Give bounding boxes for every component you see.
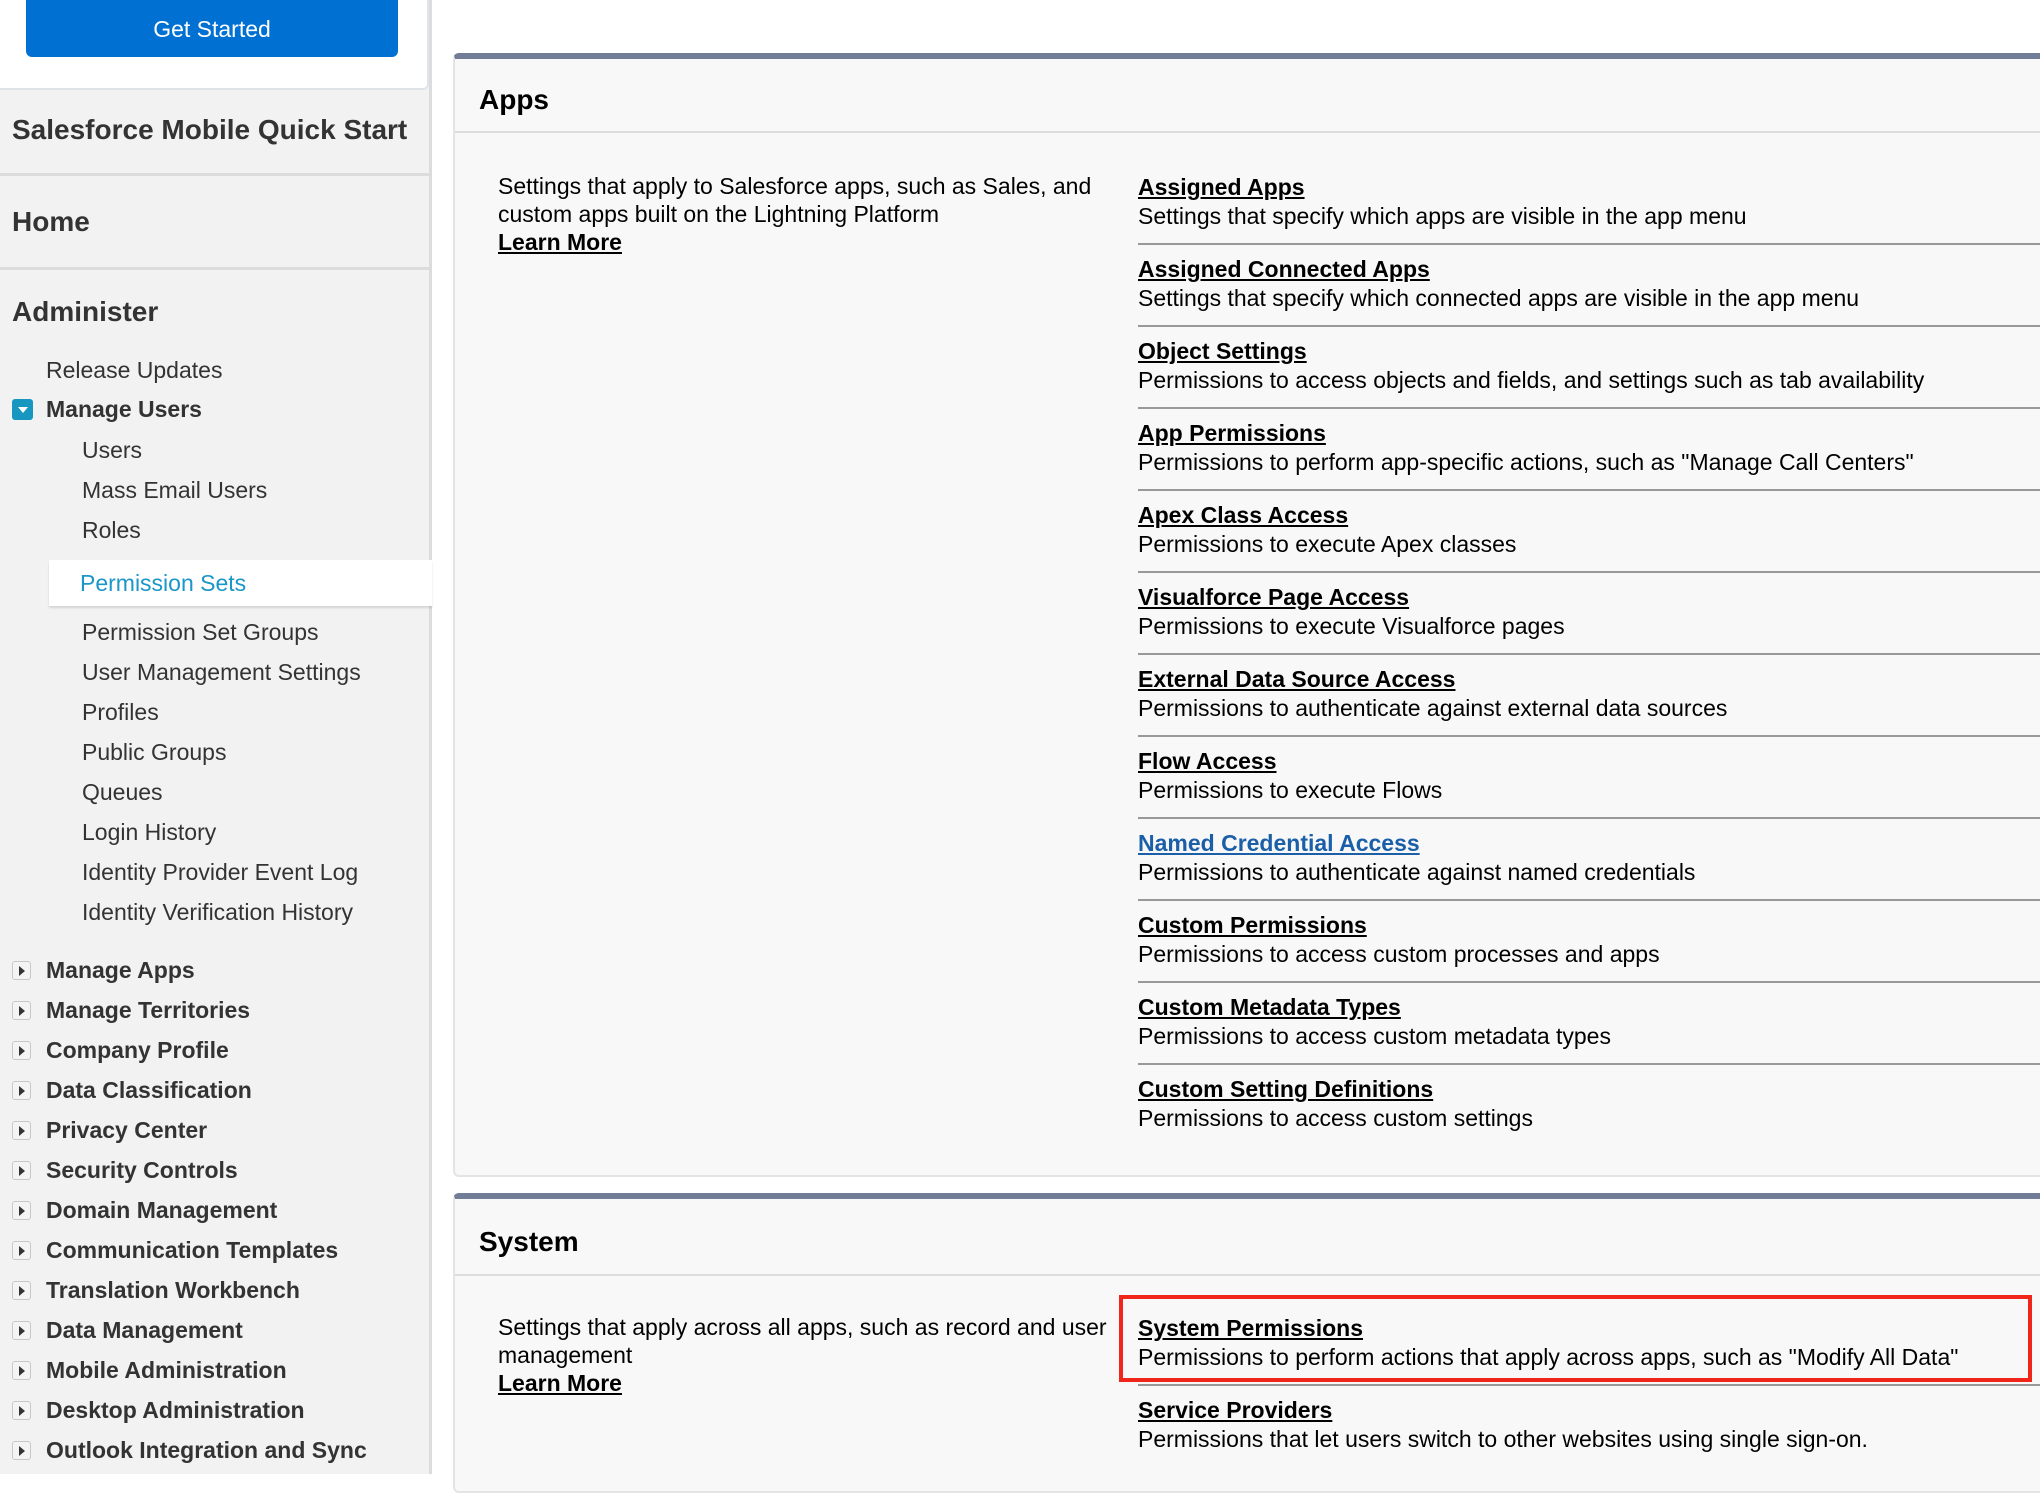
list-item (1138, 577, 2040, 659)
sidebar-item-user-management-settings[interactable]: User Management Settings (82, 659, 361, 685)
list-item (1138, 823, 2040, 905)
system-learn-more-link[interactable]: Learn More (498, 1370, 622, 1396)
item-description: Permissions to authenticate against named credentials (1138, 859, 1696, 885)
sidebar-section-domain-management[interactable]: Domain Management (46, 1197, 278, 1223)
sidebar-item-queues[interactable]: Queues (82, 779, 163, 805)
list-item (1138, 1308, 2040, 1390)
expand-arrow-icon[interactable] (12, 961, 31, 980)
divider (455, 1274, 2040, 1276)
list-item (1138, 1069, 2040, 1151)
sidebar-section-security-controls[interactable]: Security Controls (46, 1157, 238, 1183)
item-description: Permissions to perform actions that apply across apps, such as "Modify All Data" (1138, 1344, 1959, 1370)
sidebar-section-translation-workbench[interactable]: Translation Workbench (46, 1277, 300, 1303)
apps-panel-title: Apps (479, 84, 549, 115)
system-permissions-link[interactable]: System Permissions (1138, 1315, 1364, 1341)
sidebar-section-data-management[interactable]: Data Management (46, 1317, 243, 1343)
custom-setting-definitions-link[interactable]: Custom Setting Definitions (1138, 1076, 1434, 1102)
visualforce-page-access-link[interactable]: Visualforce Page Access (1138, 584, 1410, 610)
custom-metadata-types-link[interactable]: Custom Metadata Types (1138, 994, 1401, 1020)
item-description: Permissions to access custom metadata types (1138, 1023, 1611, 1049)
item-description: Permissions to authenticate against external data sources (1138, 695, 1728, 721)
item-description: Permissions to access custom processes and apps (1138, 941, 1660, 967)
system-panel-description (498, 1313, 1118, 1397)
sidebar-section-privacy-center[interactable]: Privacy Center (46, 1117, 208, 1143)
expand-arrow-icon[interactable] (12, 1321, 31, 1340)
sidebar-item-profiles[interactable]: Profiles (82, 699, 159, 725)
get-started-button[interactable]: Get Started (26, 0, 398, 57)
list-item (1138, 495, 2040, 577)
expand-arrow-icon[interactable] (12, 1201, 31, 1220)
sidebar-section-outlook-integration-and-sync[interactable]: Outlook Integration and Sync (46, 1437, 367, 1463)
sidebar-item-users[interactable]: Users (82, 437, 143, 463)
sidebar-section-manage-apps[interactable]: Manage Apps (46, 957, 195, 983)
sidebar-item-permission-sets-label: Permission Sets (80, 570, 247, 596)
apps-description-text: Settings that apply to Salesforce apps, such as Sales, and custom apps built on the Lightning Platform (498, 173, 1092, 227)
service-providers-link[interactable]: Service Providers (1138, 1397, 1333, 1423)
sidebar-item-manage-users[interactable]: Manage Users (46, 396, 202, 422)
sidebar-item-identity-verification-history[interactable]: Identity Verification History (82, 899, 354, 925)
sidebar-item-login-history[interactable]: Login History (82, 819, 217, 845)
custom-permissions-link[interactable]: Custom Permissions (1138, 912, 1367, 938)
item-description: Settings that specify which apps are visible in the app menu (1138, 203, 1747, 229)
item-description: Permissions to access objects and fields, and settings such as tab availability (1138, 367, 1925, 393)
sidebar-item-permission-set-groups[interactable]: Permission Set Groups (82, 619, 319, 645)
sidebar-section-home[interactable] (0, 178, 429, 270)
sidebar-home-label[interactable]: Home (12, 206, 90, 237)
expand-arrow-icon[interactable] (12, 1281, 31, 1300)
named-credential-access-link[interactable]: Named Credential Access (1138, 830, 1420, 856)
quickstart-card (0, 0, 429, 90)
sidebar-section-communication-templates[interactable]: Communication Templates (46, 1237, 339, 1263)
system-description-text: Settings that apply across all apps, such as record and user management (498, 1314, 1107, 1368)
item-description: Permissions that let users switch to other websites using single sign-on. (1138, 1426, 1868, 1452)
expand-arrow-icon[interactable] (12, 1401, 31, 1420)
item-description: Permissions to perform app-specific actions, such as "Manage Call Centers" (1138, 449, 1914, 475)
expand-arrow-icon[interactable] (12, 1161, 31, 1180)
item-description: Permissions to execute Visualforce pages (1138, 613, 1565, 639)
sidebar-section-company-profile[interactable]: Company Profile (46, 1037, 229, 1063)
sidebar-section-manage-territories[interactable]: Manage Territories (46, 997, 251, 1023)
flow-access-link[interactable]: Flow Access (1138, 748, 1277, 774)
expand-arrow-icon[interactable] (12, 1081, 31, 1100)
divider (455, 131, 2040, 133)
sidebar-section-mobile-administration[interactable]: Mobile Administration (46, 1357, 287, 1383)
sidebar-section-data-classification[interactable]: Data Classification (46, 1077, 252, 1103)
expand-arrow-icon[interactable] (12, 1121, 31, 1140)
expand-arrow-icon[interactable] (12, 1041, 31, 1060)
list-item (1138, 987, 2040, 1069)
sidebar-item-identity-provider-event-log[interactable]: Identity Provider Event Log (82, 859, 359, 885)
list-item (1138, 741, 2040, 823)
apps-items-list (1138, 167, 2040, 1151)
app-permissions-link[interactable]: App Permissions (1138, 420, 1326, 446)
expand-arrow-icon[interactable] (12, 1241, 31, 1260)
sidebar-section-desktop-administration[interactable]: Desktop Administration (46, 1397, 305, 1423)
list-item (1138, 413, 2040, 495)
sidebar-item-public-groups[interactable]: Public Groups (82, 739, 227, 765)
sidebar-quickstart-label[interactable]: Salesforce Mobile Quick Start (12, 114, 408, 145)
apps-panel-description (498, 172, 1118, 256)
external-data-source-access-link[interactable]: External Data Source Access (1138, 666, 1456, 692)
sidebar-item-permission-sets[interactable] (49, 560, 432, 606)
item-description: Permissions to access custom settings (1138, 1105, 1533, 1131)
list-item (1138, 331, 2040, 413)
expand-arrow-icon[interactable] (12, 1001, 31, 1020)
sidebar-administer-heading: Administer (12, 296, 159, 327)
setup-sidebar (0, 0, 432, 1474)
list-item (1138, 167, 2040, 249)
apps-learn-more-link[interactable]: Learn More (498, 229, 622, 255)
sidebar-item-mass-email-users[interactable]: Mass Email Users (82, 477, 268, 503)
item-description: Settings that specify which connected apps are visible in the app menu (1138, 285, 1860, 311)
expand-arrow-icon[interactable] (12, 1361, 31, 1380)
system-items-list (1138, 1308, 2040, 1472)
sidebar-section-quickstart[interactable] (0, 92, 429, 176)
item-description: Permissions to execute Flows (1138, 777, 1443, 803)
assigned-connected-apps-link[interactable]: Assigned Connected Apps (1138, 256, 1430, 282)
apps-panel (453, 53, 2040, 1177)
list-item (1138, 1390, 2040, 1472)
apex-class-access-link[interactable]: Apex Class Access (1138, 502, 1349, 528)
item-description: Permissions to execute Apex classes (1138, 531, 1517, 557)
expand-arrow-icon[interactable] (12, 1441, 31, 1460)
list-item (1138, 249, 2040, 331)
sidebar-item-release-updates[interactable]: Release Updates (46, 357, 223, 383)
sidebar-item-roles[interactable]: Roles (82, 517, 141, 543)
system-panel-title: System (479, 1226, 579, 1257)
list-item (1138, 659, 2040, 741)
system-panel (453, 1193, 2040, 1493)
assigned-apps-link[interactable]: Assigned Apps (1138, 174, 1305, 200)
object-settings-link[interactable]: Object Settings (1138, 338, 1307, 364)
chevron-down-icon[interactable] (12, 399, 33, 420)
list-item (1138, 905, 2040, 987)
